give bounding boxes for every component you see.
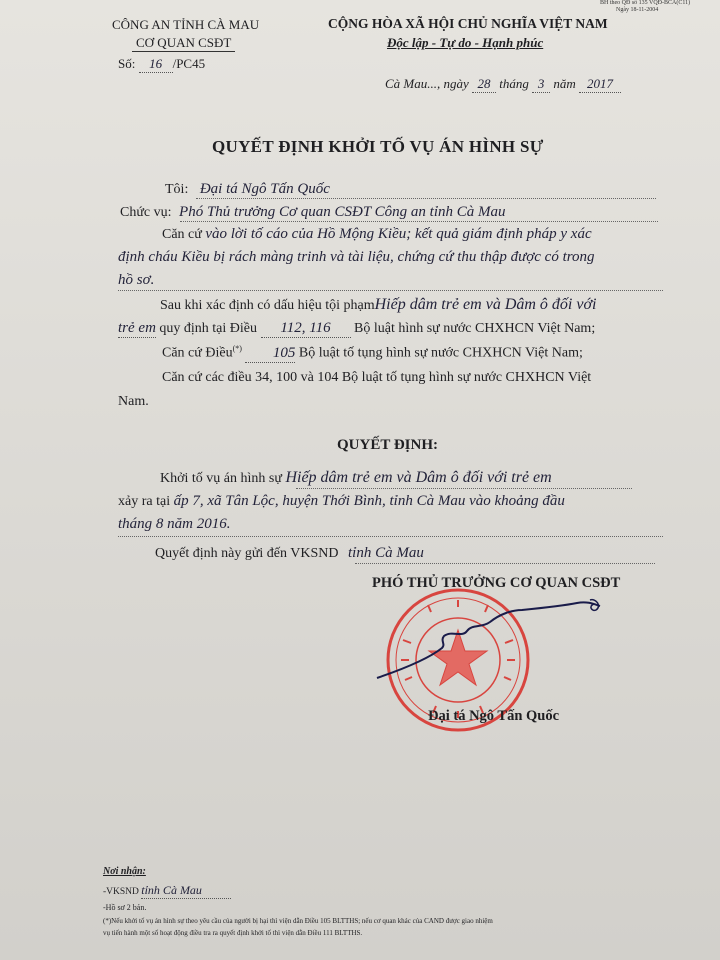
issue-place: Cà Mau [385, 76, 428, 91]
field-crime [160, 296, 596, 314]
khoito-dotted-line [296, 488, 632, 489]
number-value: 16 [139, 56, 173, 73]
handwritten-signature [372, 586, 622, 696]
document-title: QUYẾT ĐỊNH KHỞI TỐ VỤ ÁN HÌNH SỰ [212, 137, 544, 156]
gui-value: tỉnh Cà Mau [347, 545, 424, 561]
cancu-line1: vào lời tố cáo của Hồ Mộng Kiều; kết quả giám định pháp y xác [205, 226, 592, 242]
footnote-line2: vụ tiến hành một số hoạt động điều tra ra quyết định khởi tố thì viện dẫn Điều 111 BLTTHS. [103, 929, 363, 937]
signature-position: PHÓ THỦ TRƯỞNG CƠ QUAN CSĐT [372, 575, 621, 591]
gui-label: Quyết định này gửi đến VKSND [155, 546, 339, 561]
issue-date: Cà Mau..., ngày 28 tháng 3 năm 2017 [385, 76, 621, 93]
cancu-label: Căn cứ [162, 227, 202, 242]
year-label: năm [553, 76, 576, 91]
case-value: Hiếp dâm trẻ em và Dâm ô đối với trẻ em [285, 469, 552, 486]
bltths-label: Bộ luật tố tụng hình sự nước CHXHCN Việt Nam; [298, 345, 583, 361]
field-cancu-dieu [162, 344, 583, 363]
cancu-dotted-line [118, 290, 663, 291]
gui-dotted-line [355, 563, 655, 564]
articles-value: 112, 116 [261, 320, 351, 338]
month-value: 3 [532, 76, 550, 93]
year-value: 2017 [579, 76, 621, 93]
header-agency: CÔNG AN TỈNH CÀ MAU [112, 17, 260, 32]
field-xayra [118, 493, 565, 510]
location-line1: ấp 7, xã Tân Lộc, huyện Thới Bình, tỉnh Cà Mau vào khoảng đầu [173, 493, 565, 509]
month-label: tháng [499, 76, 529, 91]
field-chucvu [120, 204, 506, 221]
field-cancu [162, 226, 592, 243]
dieu-value: 105 [245, 345, 295, 363]
blhs-label: Bộ luật hình sự nước CHXHCN Việt Nam; [354, 321, 596, 336]
field-gui [155, 545, 424, 562]
location-line2: tháng 8 năm 2016. [118, 516, 231, 532]
vksnd-value: tỉnh Cà Mau [141, 883, 231, 899]
cancu-dieu-label: Căn cứ Điều [162, 345, 233, 361]
chucvu-dotted-line [180, 221, 658, 222]
header-nation: CỘNG HÒA XÃ HỘI CHỦ NGHĨA VIỆT NAM [328, 16, 608, 31]
document-number [118, 56, 205, 73]
crime-line2: trẻ em [118, 320, 156, 336]
cancu-cac-line2: Nam. [118, 394, 149, 409]
cancu-line2: định cháu Kiều bị rách màng trinh và tài liệu, chứng cứ thu thập được có trong [118, 249, 595, 265]
cancu-line3: hồ sơ. [118, 272, 155, 288]
number-prefix: Số: [118, 56, 136, 71]
field-khoito [160, 469, 552, 487]
quydinh-label: quy định tại Điều [159, 321, 258, 336]
recipient-vksnd [103, 883, 231, 899]
cancu-cac-line1: Căn cứ các điều 34, 100 và 104 Bộ luật tố tụng hình sự nước CHXHCN Việt [162, 370, 592, 385]
corner-form-note [600, 0, 690, 14]
xayra-label: xảy ra tại [118, 494, 171, 509]
day-value: 28 [472, 76, 496, 93]
corner-note-line2: Ngày 18-11-2004 [616, 7, 659, 13]
recipient-file: -Hồ sơ 2 bản. [103, 903, 147, 912]
footnote-line1: (*)Nếu khởi tố vụ án hình sự theo yêu cầu của người bị hại thì viện dẫn Điều 105 BLTTHS; nếu cơ quan khác của CAND được giao nhiệm [103, 917, 493, 925]
field-toi [165, 181, 330, 198]
saukhi-label: Sau khi xác định có dấu hiệu tội phạm [160, 298, 375, 313]
chucvu-label: Chức vụ: [120, 205, 172, 220]
khoito-label: Khởi tố vụ án hình sự [160, 471, 282, 486]
signer-name: Đại tá Ngô Tấn Quốc [428, 708, 560, 724]
header-office: CƠ QUAN CSĐT [132, 35, 235, 52]
toi-label: Tôi: [165, 182, 189, 197]
decision-heading: QUYẾT ĐỊNH: [337, 437, 438, 453]
recipients-heading: Nơi nhận: [103, 866, 146, 877]
corner-note-line1: BH theo QĐ số 135 VQĐ-BCA(C11) [600, 0, 691, 6]
chucvu-value: Phó Thủ trưởng Cơ quan CSĐT Công an tỉnh Cà Mau [179, 204, 506, 220]
number-suffix: /PC45 [172, 56, 206, 71]
vksnd-label: -VKSND [103, 887, 139, 897]
toi-dotted-line [196, 198, 656, 199]
toi-value: Đại tá Ngô Tấn Quốc [199, 181, 330, 197]
footnote-mark: (*) [232, 344, 242, 353]
field-articles [118, 320, 595, 338]
crime-line1: Hiếp dâm trẻ em và Dâm ô đối với [374, 296, 597, 313]
header-motto: Độc lập - Tự do - Hạnh phúc [387, 35, 544, 50]
location-dotted-line [118, 536, 663, 537]
day-label: ngày [443, 76, 469, 91]
